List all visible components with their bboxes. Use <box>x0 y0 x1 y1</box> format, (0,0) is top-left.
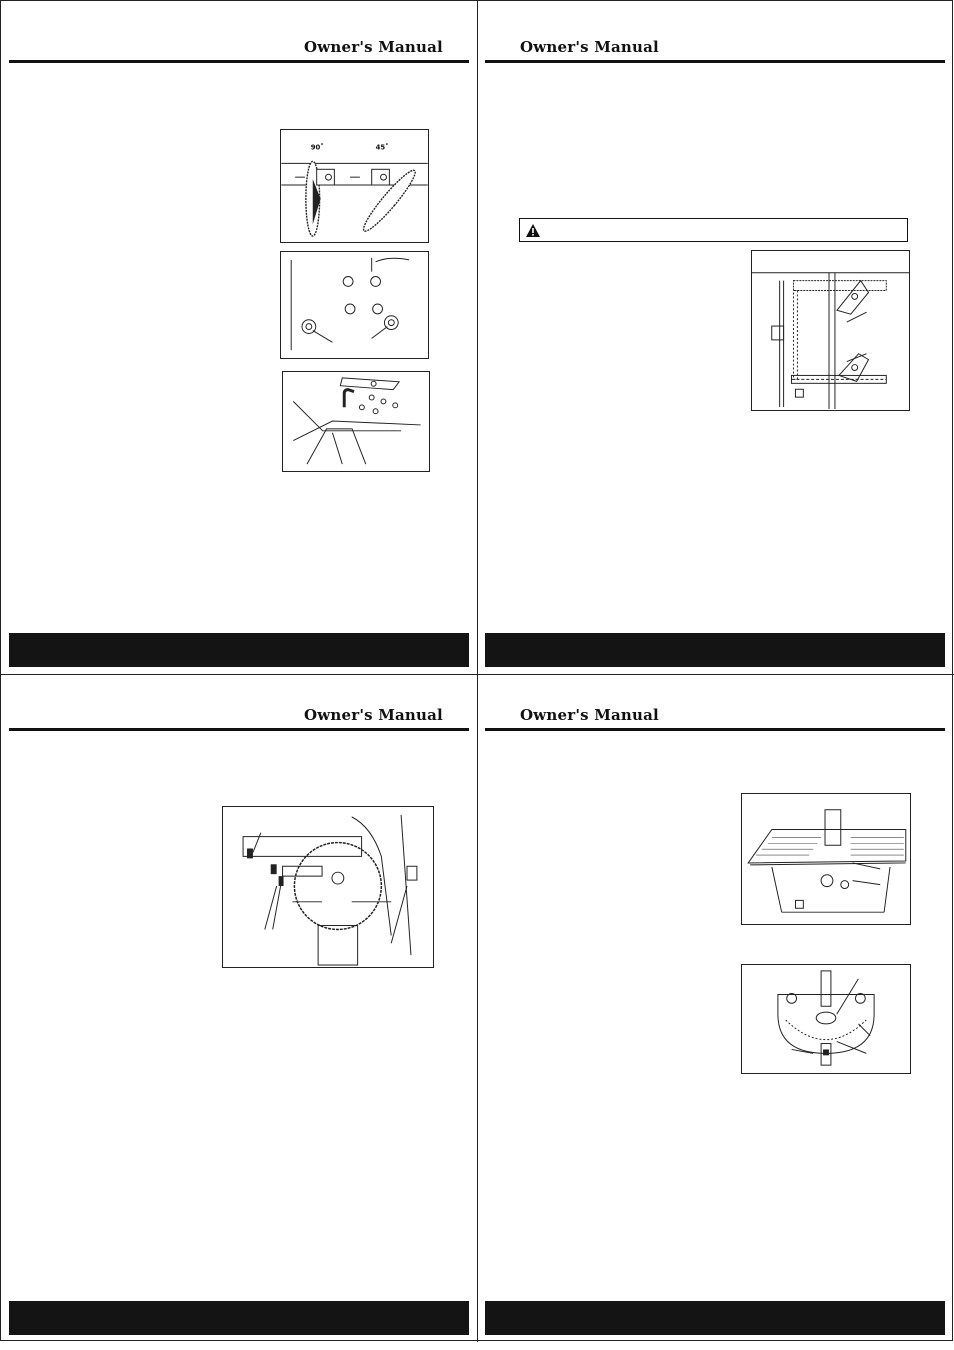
page-footer-bar <box>485 1301 945 1335</box>
header-rule <box>485 60 945 63</box>
rip-fence-figure <box>751 250 910 411</box>
adjustment-screws-drawing <box>281 252 428 358</box>
page-bottom-left <box>0 668 477 1342</box>
page-top-right <box>477 0 954 674</box>
page-footer-bar <box>485 633 945 667</box>
hex-key-figure <box>282 371 430 472</box>
warning-triangle-icon <box>526 224 540 237</box>
hex-key-drawing <box>283 372 429 471</box>
blade-bevel-figure <box>280 129 429 243</box>
table-saw-figure <box>741 793 911 925</box>
blade-bevel-drawing <box>281 130 428 242</box>
page-footer-bar <box>9 633 469 667</box>
angle-label-90: 90˚ <box>310 143 324 152</box>
rip-fence-drawing <box>752 251 909 410</box>
page-header-title: Owner's Manual <box>520 706 659 724</box>
page-bottom-right <box>477 668 954 1342</box>
header-rule <box>9 60 469 63</box>
table-saw-drawing <box>742 794 910 924</box>
header-rule <box>9 728 469 731</box>
warning-box <box>519 218 908 242</box>
page-top-left <box>0 0 477 674</box>
header-rule <box>485 728 945 731</box>
page-header-title: Owner's Manual <box>304 38 443 56</box>
riving-knife-drawing <box>223 807 433 967</box>
page-header-title: Owner's Manual <box>520 38 659 56</box>
page-footer-bar <box>9 1301 469 1335</box>
adjustment-screws-figure <box>280 251 429 359</box>
miter-gauge-drawing <box>742 965 910 1073</box>
riving-knife-figure <box>222 806 434 968</box>
angle-label-45: 45˚ <box>375 143 389 152</box>
miter-gauge-figure <box>741 964 911 1074</box>
page-header-title: Owner's Manual <box>304 706 443 724</box>
